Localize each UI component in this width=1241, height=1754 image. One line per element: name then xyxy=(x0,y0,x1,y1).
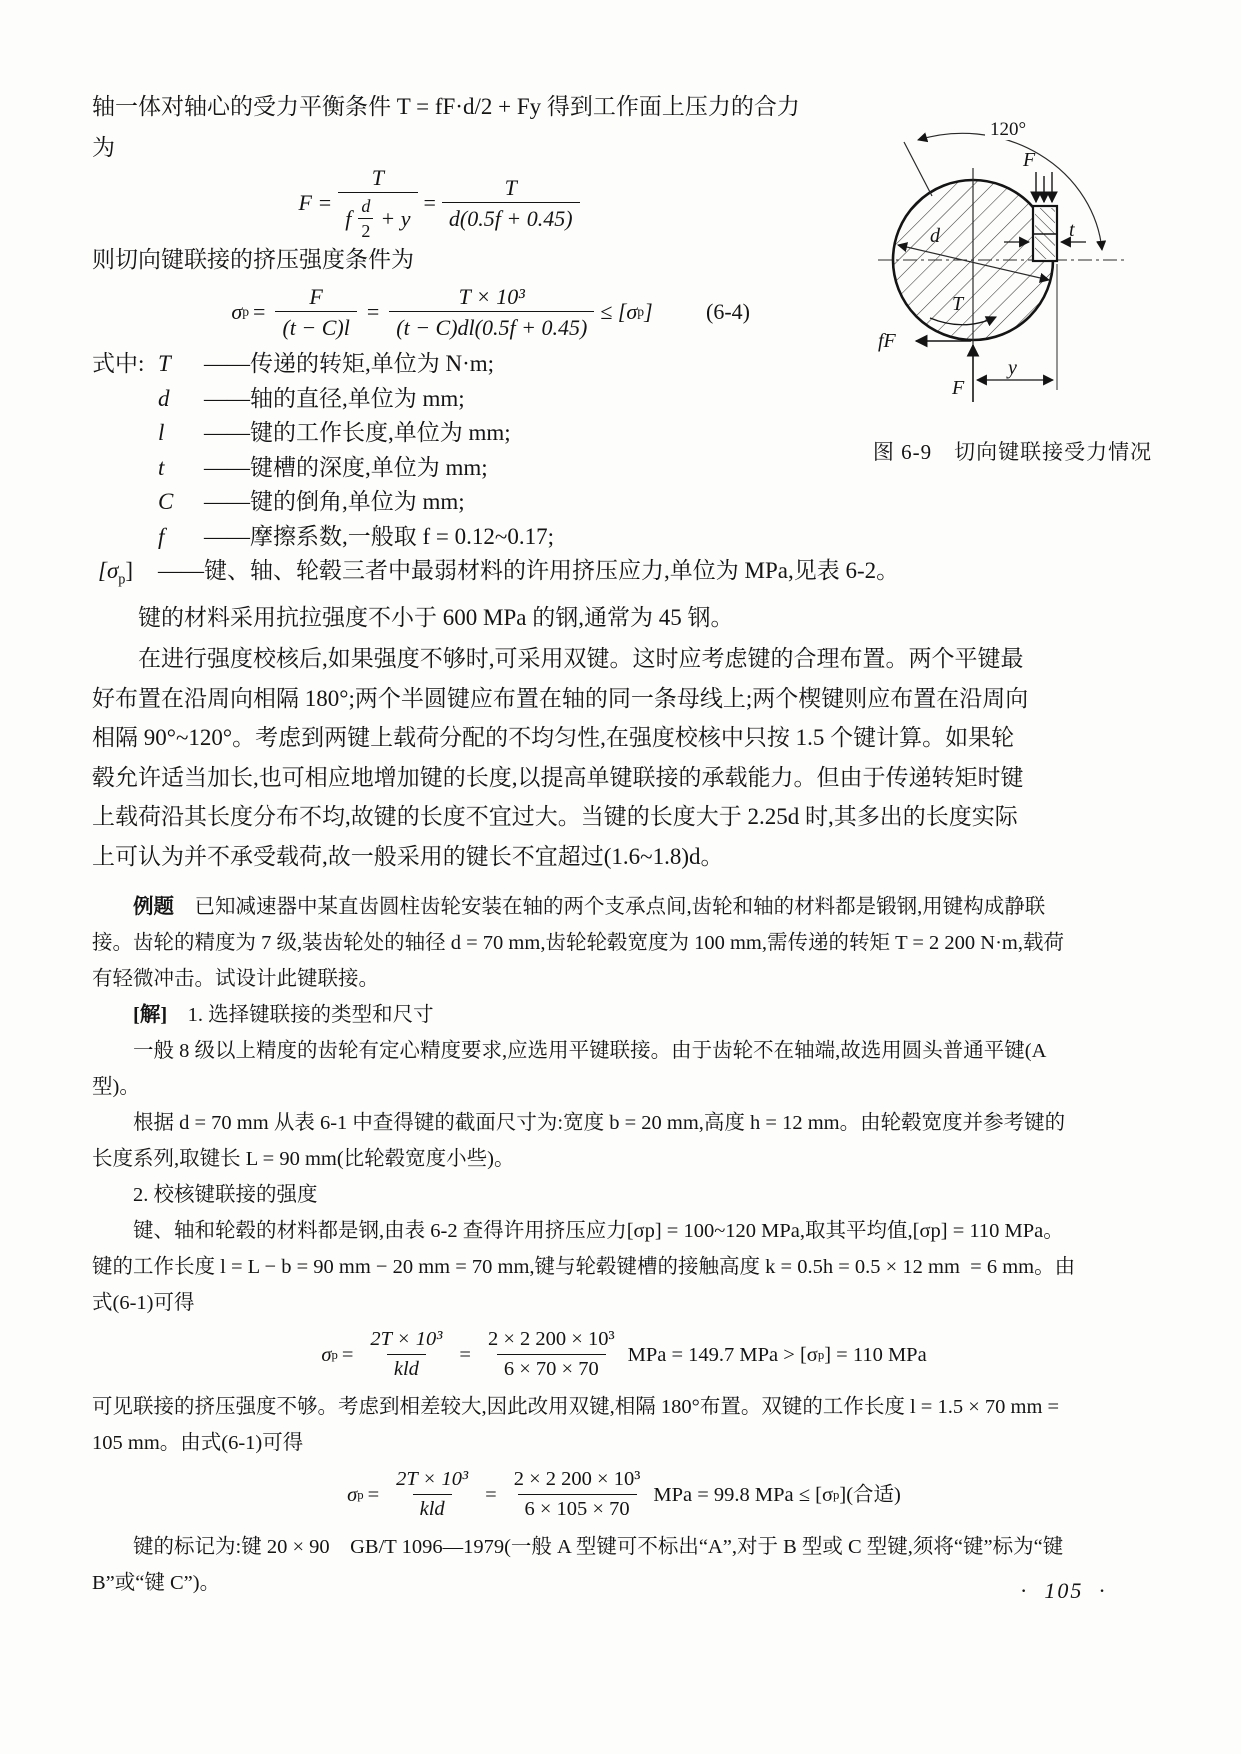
formula-resultant-force: F = T f $\frac{d}{2}$ + y = $\frac{T}{d(0.5f + 0.45)}$ xyxy=(92,167,792,239)
text-line: 键的工作长度 l = L − b = 90 mm − 20 mm = 70 mm,键与轮毂键槽的接触高度 k = 0.5h = 0.5 × 12 mm = 6 mm。由 xyxy=(92,1256,1076,1279)
formula-check-double-key: σ p = $\frac{\text{2T × 10³}}{\text{kld}}$ = $\frac{\text{2 × 2 200 × 10³}}{6 \times 105 \times 70}$ MPa = 99.8 MPa ≤ [σ p ](合适) xyxy=(92,1461,1156,1529)
param-row-C: C ——键的倒角,单位为 mm; xyxy=(158,489,465,514)
solution-label: [解] xyxy=(133,1004,168,1027)
formula-check-single-key: σ p = $\frac{\text{2T × 10³}}{\text{kld}}$ = $\frac{\text{2 × 2 200 × 10³}}{6 \times 70 \times 70}$ MPa = 149.7 MPa > [σ p ] = 110 MPa xyxy=(92,1321,1156,1389)
text-line: 根据 d = 70 mm 从表 6-1 中查得键的截面尺寸为:宽度 b = 20 mm,高度 h = 12 mm。由轮毂宽度并参考键的 xyxy=(133,1112,1066,1135)
step2-title: 2. 校核键联接的强度 xyxy=(133,1184,318,1207)
page-content xyxy=(92,84,1156,1601)
label-force-top: F xyxy=(1023,149,1036,171)
label-friction: fF xyxy=(878,330,896,352)
figure-6-9 xyxy=(780,84,1241,466)
check-paragraph xyxy=(92,1389,1156,1461)
step1-paragraph-a xyxy=(92,1033,1156,1105)
param-row-sigma: $[\sigma_p]$ ——键、轴、轮毂三者中最弱材料的许用挤压应力,单位为 MPa,见表 6-2。 xyxy=(98,558,900,588)
text-line: 式(6-1)可得 xyxy=(92,1292,195,1315)
intro-line-1: 轴一体对轴心的受力平衡条件 T = fF·d/2 + Fy 得到工作面上压力的合力 xyxy=(92,94,800,119)
solution-section xyxy=(92,997,1156,1601)
param-row-t: t ——键槽的深度,单位为 mm; xyxy=(158,454,488,480)
label-y: y xyxy=(1008,357,1017,379)
text-line: 有轻微冲击。试设计此键联接。 xyxy=(92,968,379,991)
solution-title: [解] 1. 选择键联接的类型和尺寸 xyxy=(133,1004,434,1027)
condition-line: 则切向键联接的挤压强度条件为 xyxy=(92,247,414,272)
param-row-d: d ——轴的直径,单位为 mm; xyxy=(158,385,465,411)
text-line: 上载荷沿其长度分布不均,故键的长度不宜过大。当键的长度大于 2.25d 时,其多出的长度实际 xyxy=(92,804,1018,830)
label-120deg: 120° xyxy=(990,119,1027,140)
intro-line-2: 为 xyxy=(92,135,115,160)
param-row-T: 式中: T ——传递的转矩,单位为 N·m; xyxy=(92,351,495,376)
text-line: 一般 8 级以上精度的齿轮有定心精度要求,应选用平键联接。由于齿轮不在轴端,故选用圆头普通平键(A xyxy=(133,1040,1047,1063)
angle-reference-line xyxy=(904,142,932,196)
label-d: d xyxy=(930,225,940,247)
param-row-l: l ——键的工作长度,单位为 mm; xyxy=(158,420,511,445)
page-number: · 105 · xyxy=(1020,1578,1108,1603)
label-force-bottom: F xyxy=(952,377,965,399)
step2-paragraph xyxy=(92,1213,1156,1321)
example-first-line: 例题 已知减速器中某直齿圆柱齿轮安装在轴的两个支承点间,齿轮和轴的材料都是锻钢,用键构成静联 xyxy=(133,896,1046,919)
text-line: 接。齿轮的精度为 7 级,装齿轮处的轴径 d = 70 mm,齿轮轮毂宽度为 100 mm,需传递的转矩 T = 2 200 N·m,载荷 xyxy=(92,932,1065,955)
tangential-key-diagram xyxy=(780,84,1241,434)
top-section xyxy=(92,84,1156,597)
label-torque: T xyxy=(952,293,964,315)
double-key-paragraph xyxy=(92,639,1156,876)
text-line: 上可认为并不承受载荷,故一般采用的键长不宜超过(1.6~1.8)d。 xyxy=(92,843,724,869)
param-row-f: f ——摩擦系数,一般取 f = 0.12~0.17; xyxy=(158,523,554,549)
marking-paragraph xyxy=(92,1529,1156,1601)
text-line: 好布置在沿周向相隔 180°;两个半圆键应布置在轴的同一条母线上;两个楔键则应布置在沿周向 xyxy=(92,685,1029,711)
figure-caption: 图 6-9 切向键联接受力情况 xyxy=(872,440,1153,464)
text-line: 型)。 xyxy=(92,1076,140,1099)
step1-paragraph-b xyxy=(92,1105,1156,1177)
text-line: 可见联接的挤压强度不够。考虑到相差较大,因此改用双键,相隔 180°布置。双键的工作长度 l = 1.5 × 70 mm = xyxy=(92,1396,1060,1419)
label-t: t xyxy=(1069,219,1075,241)
text-line: 键的标记为:键 20 × 90 GB/T 1096—1979(一般 A 型键可不标出“A”,对于 B 型或 C 型键,须将“键”标为“键 xyxy=(133,1536,1064,1559)
text-line: 毂允许适当加长,也可相应地增加键的长度,以提高单键联接的承载能力。但由于传递转矩时键 xyxy=(92,764,1024,790)
text-line: 在进行强度校核后,如果强度不够时,可采用双键。这时应考虑键的合理布置。两个平键最 xyxy=(138,646,1024,672)
text-line: 105 mm。由式(6-1)可得 xyxy=(92,1432,304,1455)
example-paragraph xyxy=(92,889,1156,997)
text-line: 键、轴和轮毂的材料都是钢,由表 6-2 查得许用挤压应力[σp] = 100~120 MPa,取其平均值,[σp] = 110 MPa。 xyxy=(133,1220,1064,1243)
example-label: 例题 xyxy=(133,896,174,919)
text-line: B”或“键 C”)。 xyxy=(92,1572,221,1595)
equation-number: (6-4) xyxy=(706,299,750,324)
formula-6-4: σ p = $\frac{F}{(t - C)l}$ = $\frac{\text{T × 10³}}{(t - C)dl(0.5f + 0.45)}$ ≤ [σ p ] (6-4) xyxy=(231,283,750,340)
material-note: 键的材料采用抗拉强度不小于 600 MPa 的钢,通常为 45 钢。 xyxy=(138,605,734,631)
text-line: 长度系列,取键长 L = 90 mm(比轮毂宽度小些)。 xyxy=(92,1148,515,1171)
text-line: 相隔 90°~120°。考虑到两键上载荷分配的不均匀性,在强度校核中只按 1.5 个键计算。如果轮 xyxy=(92,725,1015,751)
